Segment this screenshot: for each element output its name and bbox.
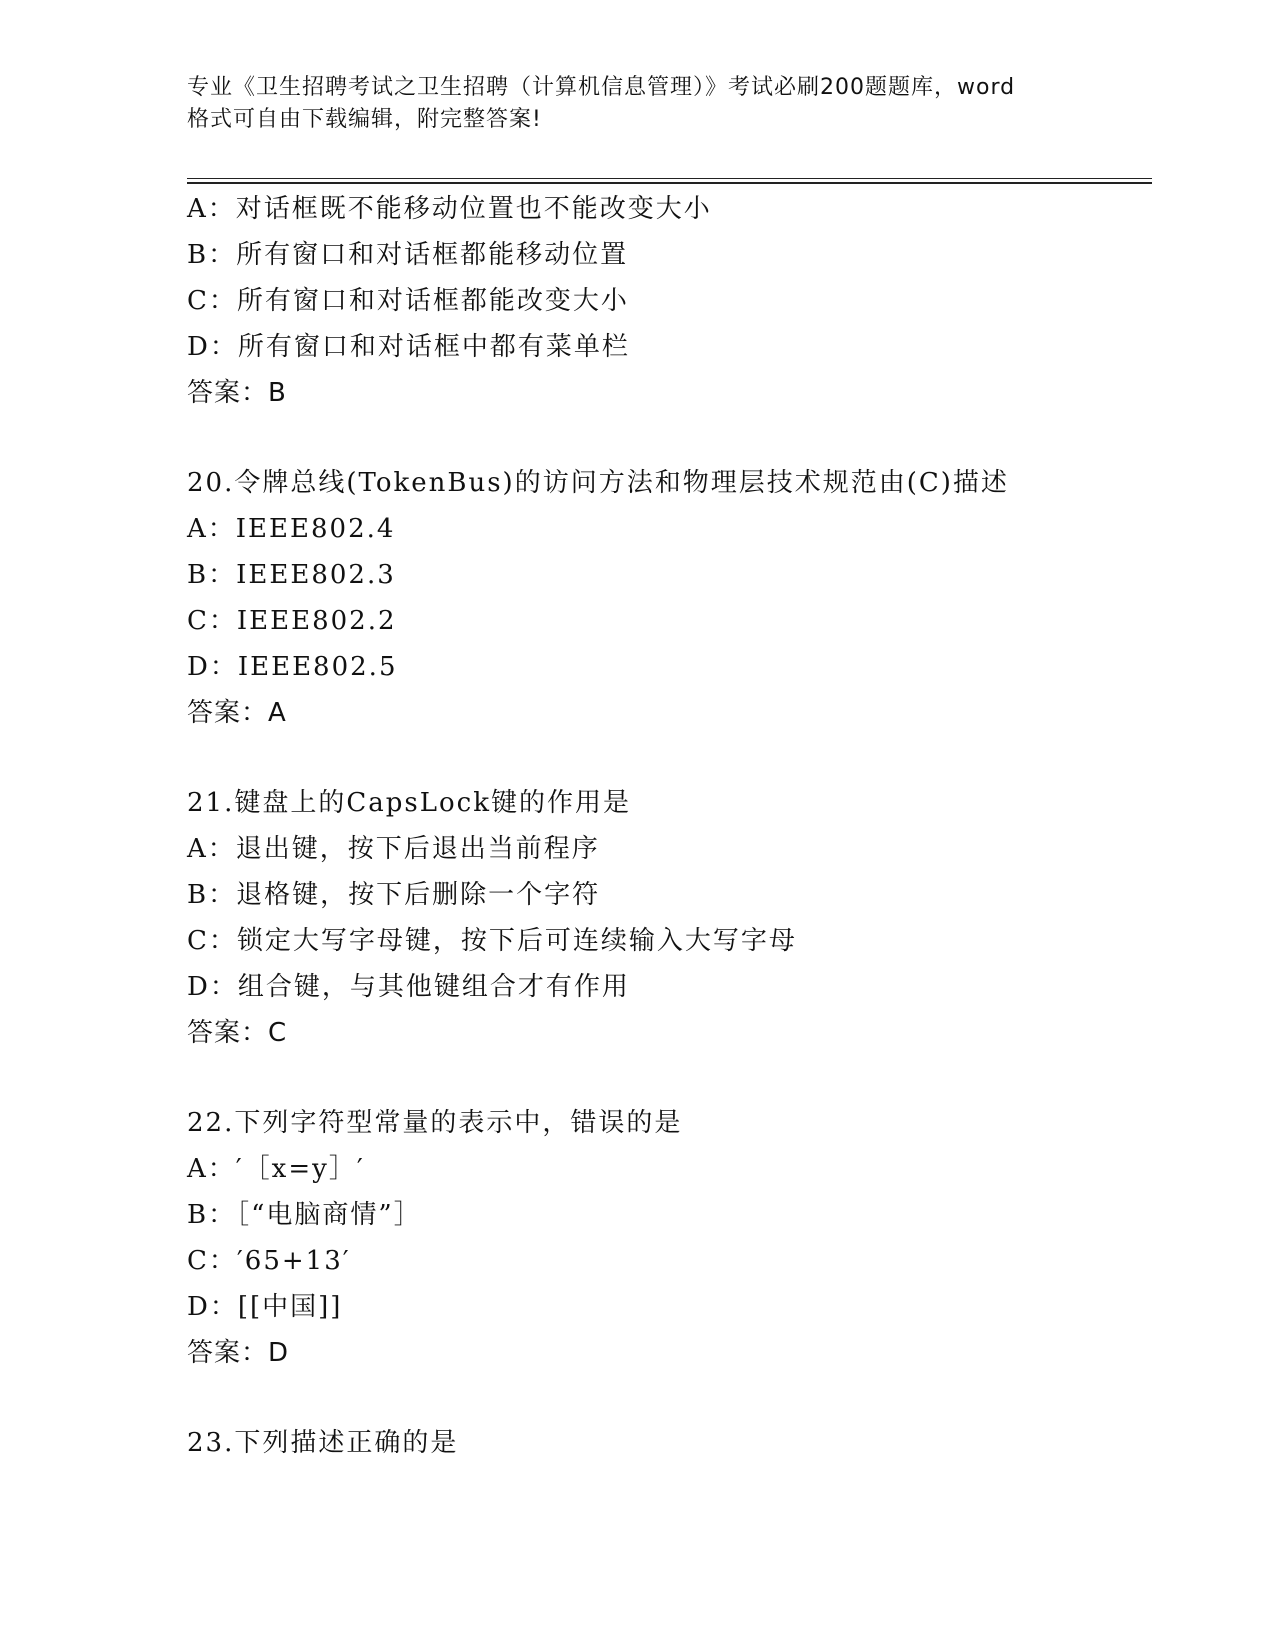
option-d: D：IEEE802.5 [187, 652, 398, 682]
question-text: 20.令牌总线(TokenBus)的访问方法和物理层技术规范由(C)描述 [187, 468, 1009, 498]
spacer [187, 1376, 1147, 1420]
option-c: C：IEEE802.2 [187, 606, 397, 636]
option-d: D：[[中国]] [187, 1292, 343, 1322]
spacer [187, 416, 1147, 460]
option-b: B：［“电脑商情”］ [187, 1200, 422, 1230]
answer-line: 答案：A [187, 698, 287, 728]
spacer [187, 1056, 1147, 1100]
question-text: 21.键盘上的CapsLock键的作用是 [187, 788, 631, 818]
spacer [187, 736, 1147, 780]
question-20 [187, 460, 1147, 736]
header-title-line-2: 格式可自由下载编辑，附完整答案! [187, 107, 542, 132]
answer-line: 答案：C [187, 1018, 288, 1048]
question-19 [187, 186, 1147, 416]
header-divider [187, 178, 1152, 184]
header-title-line-1: 专业《卫生招聘考试之卫生招聘（计算机信息管理）》考试必刷200题题库，word [187, 75, 1016, 100]
option-d: D：组合键，与其他键组合才有作用 [187, 972, 630, 1002]
option-a: A：对话框既不能移动位置也不能改变大小 [187, 194, 712, 224]
option-b: B：退格键，按下后删除一个字符 [187, 880, 601, 910]
option-c: C：′65+13′ [187, 1246, 351, 1276]
option-b: B：所有窗口和对话框都能移动位置 [187, 240, 629, 270]
option-b: B：IEEE802.3 [187, 560, 396, 590]
option-a: A：IEEE802.4 [187, 514, 396, 544]
question-21 [187, 780, 1147, 1056]
question-list [187, 186, 1147, 1466]
option-d: D：所有窗口和对话框中都有菜单栏 [187, 332, 630, 362]
option-c: C：所有窗口和对话框都能改变大小 [187, 286, 629, 316]
question-text: 23.下列描述正确的是 [187, 1428, 459, 1458]
answer-line: 答案：B [187, 378, 287, 408]
answer-line: 答案：D [187, 1338, 290, 1368]
question-text: 22.下列字符型常量的表示中，错误的是 [187, 1108, 683, 1138]
option-a: A：退出键，按下后退出当前程序 [187, 834, 600, 864]
question-23 [187, 1420, 1147, 1466]
document-header [187, 72, 1087, 136]
option-c: C：锁定大写字母键，按下后可连续输入大写字母 [187, 926, 797, 956]
option-a: A：′［x=y］′ [187, 1154, 365, 1184]
question-22 [187, 1100, 1147, 1376]
